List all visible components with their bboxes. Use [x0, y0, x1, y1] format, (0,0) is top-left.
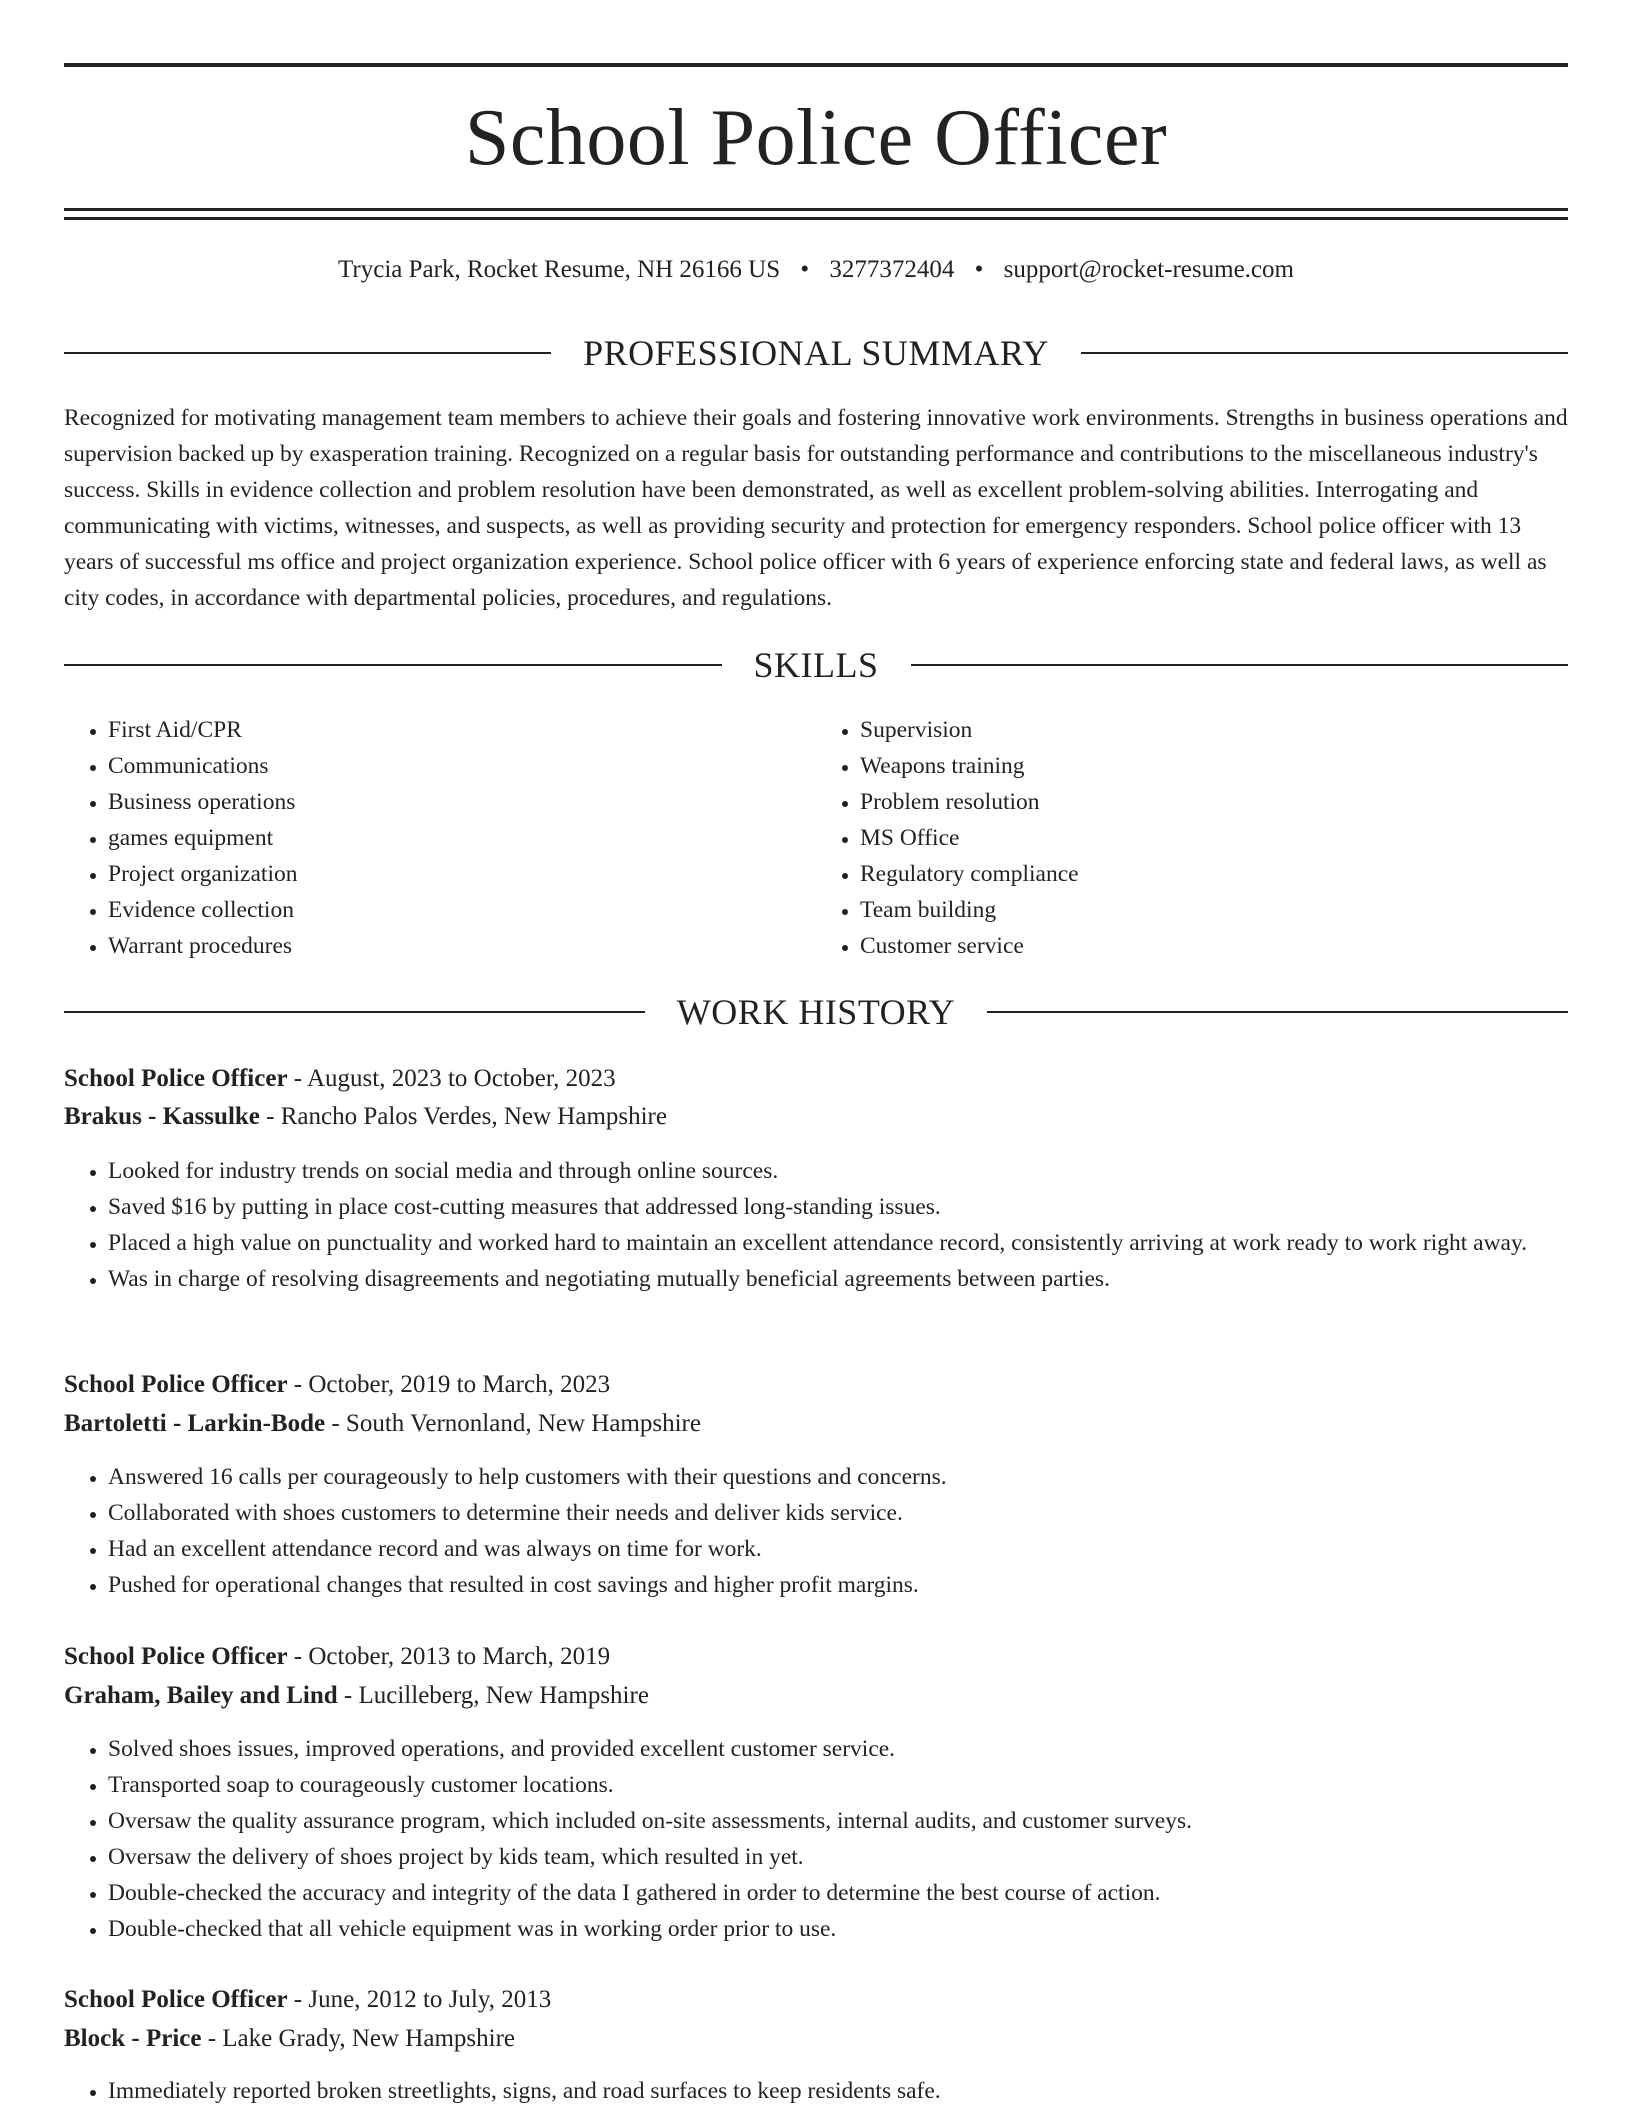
heading-rule	[987, 1011, 1568, 1013]
skills-column-right	[816, 712, 1568, 964]
skill-item: • Evidence collection	[108, 892, 816, 928]
job-bullet: • Oversaw the delivery of shoes project by kids team, which resulted in yet.	[108, 1839, 1568, 1875]
job-title-line	[64, 1640, 1568, 1674]
job-location: - Lucilleberg, New Hampshire	[337, 1682, 649, 1709]
job-bullet: • Pushed for operational changes that resulted in cost savings and higher profit margins.	[108, 1567, 1568, 1603]
section-heading-work-history	[64, 990, 1568, 1034]
job-bullet: • Was in charge of resolving disagreements and negotiating mutually beneficial agreements between parties.	[108, 1261, 1568, 1297]
title-double-rule	[64, 208, 1568, 220]
skill-item: • Business operations	[108, 784, 816, 820]
job-bullet: • Oversaw the quality assurance program, which included on-site assessments, internal audits, and customer surveys.	[108, 1803, 1568, 1839]
heading-label: WORK HISTORY	[676, 992, 956, 1032]
heading-rule	[911, 664, 1569, 666]
job-title-line	[64, 1062, 1568, 1096]
job-dates: - October, 2019 to March, 2023	[287, 1371, 611, 1398]
job-company: Bartoletti - Larkin-Bode	[64, 1410, 326, 1437]
skills-list	[64, 712, 1568, 964]
job-bullets	[64, 1731, 1568, 1947]
job-bullets	[64, 2073, 1568, 2109]
skill-item: • Customer service	[860, 928, 1568, 964]
page-title: School Police Officer	[464, 94, 1168, 182]
job-location: - Rancho Palos Verdes, New Hampshire	[259, 1103, 667, 1130]
contact-phone: 3277372404	[829, 256, 955, 283]
skill-item: • Team building	[860, 892, 1568, 928]
skill-item: • Weapons training	[860, 748, 1568, 784]
job-company: Block - Price	[64, 2025, 202, 2052]
heading-rule	[64, 352, 551, 354]
job-bullets	[64, 1153, 1568, 1297]
job-bullet: • Saved $16 by putting in place cost-cutting measures that addressed long-standing issues.	[108, 1189, 1568, 1225]
job-company: Brakus - Kassulke	[64, 1103, 260, 1130]
heading-rule	[64, 664, 722, 666]
contact-email: support@rocket-resume.com	[1003, 256, 1294, 283]
job-bullet: • Transported soap to courageously customer locations.	[108, 1767, 1568, 1803]
job-bullet: • Double-checked that all vehicle equipment was in working order prior to use.	[108, 1911, 1568, 1947]
job-company: Graham, Bailey and Lind	[64, 1682, 338, 1709]
skill-item: • Supervision	[860, 712, 1568, 748]
skill-item: • games equipment	[108, 820, 816, 856]
job-bullets	[64, 1459, 1568, 1603]
job-bullet: • Answered 16 calls per courageously to help customers with their questions and concerns.	[108, 1459, 1568, 1495]
job-dates: - June, 2012 to July, 2013	[287, 1986, 552, 2013]
job-location: - Lake Grady, New Hampshire	[201, 2025, 515, 2052]
contact-separator: •	[800, 256, 810, 283]
job-bullet: • Double-checked the accuracy and integrity of the data I gathered in order to determine the best course of action.	[108, 1875, 1568, 1911]
job-dates: - August, 2023 to October, 2023	[287, 1065, 616, 1092]
job-bullet: • Had an excellent attendance record and was always on time for work.	[108, 1531, 1568, 1567]
top-rule	[64, 63, 1568, 67]
contact-separator: •	[974, 256, 984, 283]
heading-rule	[64, 1011, 645, 1013]
contact-line	[64, 254, 1568, 286]
job-title: School Police Officer	[64, 1986, 288, 2013]
job-company-line	[64, 2022, 1568, 2056]
skill-item: • First Aid/CPR	[108, 712, 816, 748]
job-location: - South Vernonland, New Hampshire	[325, 1410, 701, 1437]
skill-item: • Communications	[108, 748, 816, 784]
contact-address: Trycia Park, Rocket Resume, NH 26166 US	[338, 256, 781, 283]
heading-label: SKILLS	[753, 645, 879, 685]
job-title-line	[64, 1983, 1568, 2017]
section-heading-skills	[64, 643, 1568, 687]
job-title: School Police Officer	[64, 1371, 288, 1398]
section-heading-summary	[64, 331, 1568, 375]
job-title-line	[64, 1368, 1568, 1402]
summary-text: Recognized for motivating management team members to achieve their goals and fostering innovative work environments. Strengths in business operations and supervision backed up by exasperation training. Recognized on a regular basis for outstanding performance and contributions to the miscellaneous industry's success. Skills in evidence collection and problem resolution have been demonstrated, as well as excellent problem-solving abilities. Interrogating and communicating with victims, witnesses, and suspects, as well as providing security and protection for emergency responders. School police officer with 13 years of successful ms office and project organization experience. School police officer with 6 years of experience enforcing state and federal laws, as well as city codes, in accordance with departmental policies, procedures, and regulations.	[64, 405, 1568, 611]
heading-label: PROFESSIONAL SUMMARY	[583, 333, 1049, 373]
skills-column-left	[64, 712, 816, 964]
skill-item: • Warrant procedures	[108, 928, 816, 964]
job-title: School Police Officer	[64, 1065, 288, 1092]
job-company-line	[64, 1407, 1568, 1441]
job-bullet: • Collaborated with shoes customers to determine their needs and deliver kids service.	[108, 1495, 1568, 1531]
job-bullet: • Looked for industry trends on social media and through online sources.	[108, 1153, 1568, 1189]
job-title: School Police Officer	[64, 1643, 288, 1670]
skill-item: • MS Office	[860, 820, 1568, 856]
job-company-line	[64, 1679, 1568, 1713]
skill-item: • Problem resolution	[860, 784, 1568, 820]
job-bullet: • Solved shoes issues, improved operations, and provided excellent customer service.	[108, 1731, 1568, 1767]
job-bullet: • Placed a high value on punctuality and worked hard to maintain an excellent attendance record, consistently arriving at work ready to work right away.	[108, 1225, 1568, 1261]
job-bullet: • Immediately reported broken streetlights, signs, and road surfaces to keep residents safe.	[108, 2073, 1568, 2109]
job-company-line	[64, 1100, 1568, 1134]
job-dates: - October, 2013 to March, 2019	[287, 1643, 611, 1670]
skill-item: • Project organization	[108, 856, 816, 892]
heading-rule	[1081, 352, 1568, 354]
skill-item: • Regulatory compliance	[860, 856, 1568, 892]
